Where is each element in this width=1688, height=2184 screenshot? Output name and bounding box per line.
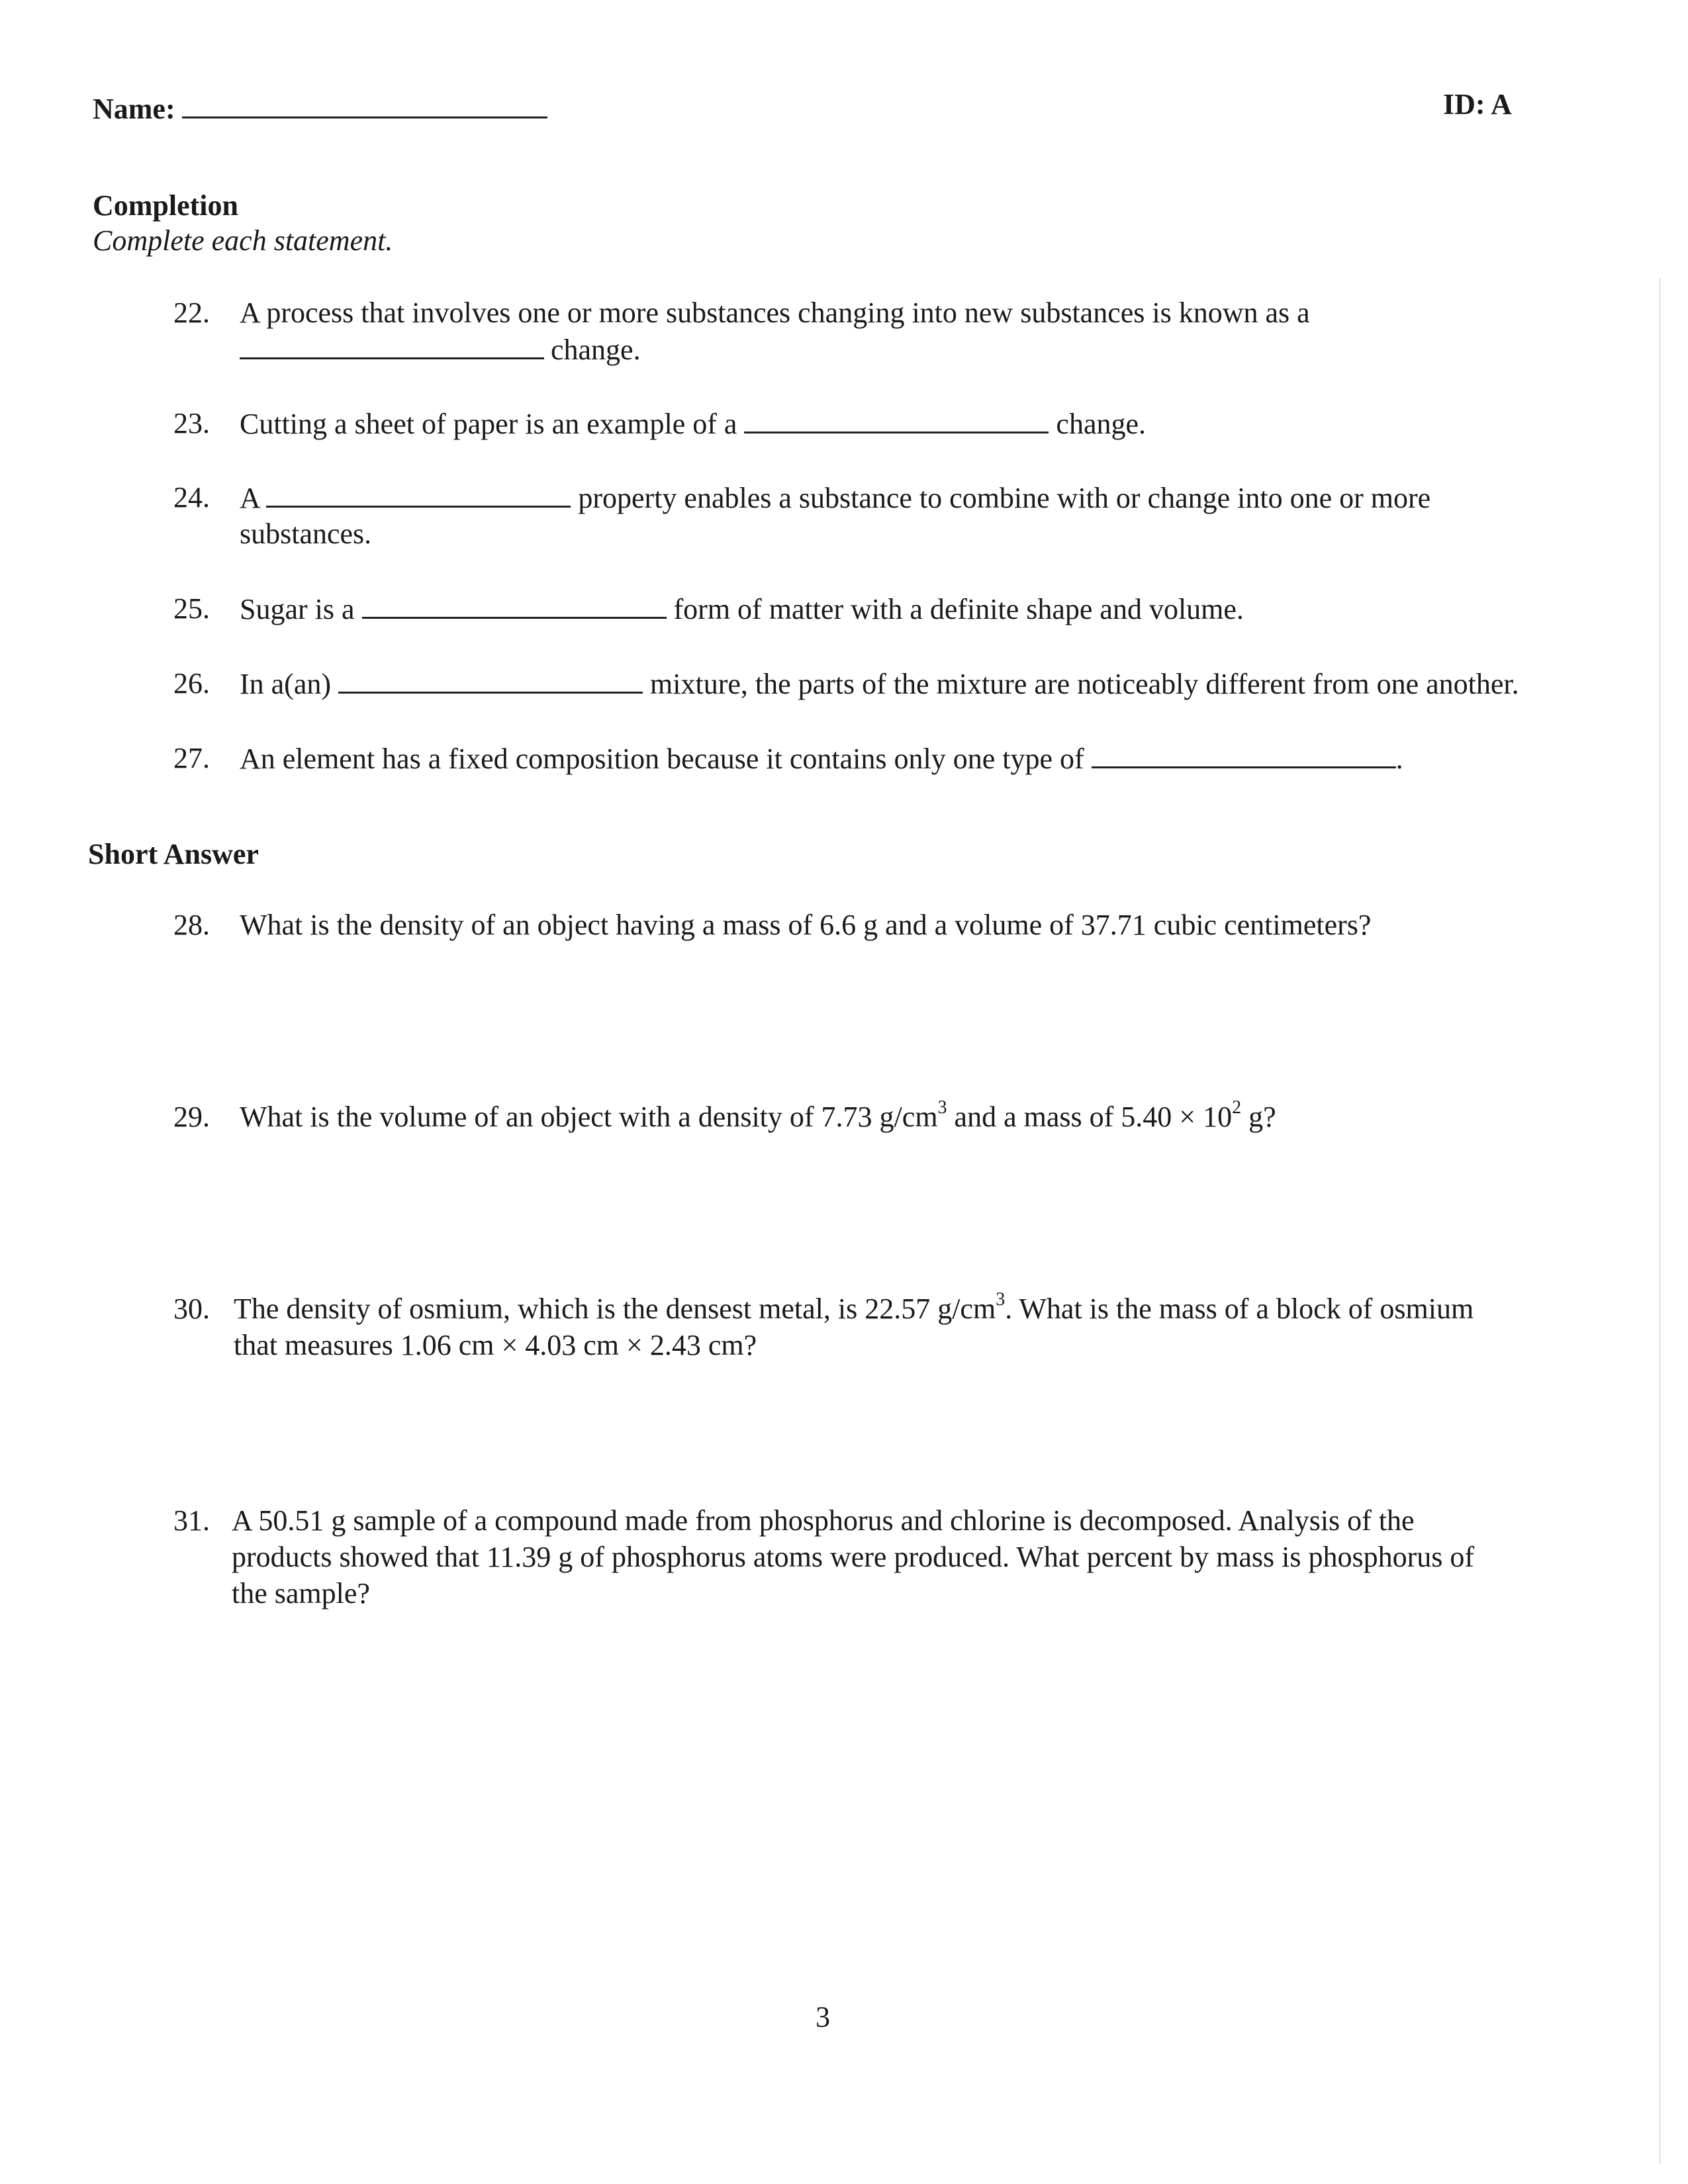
completion-title: Completion — [93, 189, 238, 222]
question-number: 22. — [173, 296, 210, 329]
answer-blank-25[interactable] — [362, 590, 667, 619]
question-text: change. — [551, 334, 641, 366]
question-22-line2 — [240, 331, 641, 368]
question-text: An element has a fixed composition because it contains only one type of — [240, 743, 1084, 775]
question-text: form of matter with a definite shape and volume. — [673, 593, 1244, 625]
question-number: 27. — [173, 742, 210, 774]
answer-blank-22[interactable] — [240, 331, 544, 359]
question-number: 29. — [173, 1101, 210, 1133]
question-24-line2: substances. — [240, 518, 372, 550]
question-31-line2: products showed that 11.39 g of phosphorus atoms were produced. What percent by mass is phosphorus of — [232, 1541, 1475, 1573]
question-text: . What is the mass of a block of osmium — [1005, 1293, 1474, 1325]
question-number: 24. — [173, 481, 210, 514]
name-header — [93, 87, 547, 126]
question-text: What is the density of an object having a mass of 6.6 g and a volume of 37.71 cubic centimeters? — [240, 909, 1372, 941]
question-text: What is the volume of an object with a density of 7.73 g/cm — [240, 1101, 938, 1133]
superscript: 3 — [937, 1097, 947, 1118]
question-30-line2: that measures 1.06 cm × 4.03 cm × 2.43 cm? — [234, 1329, 757, 1361]
question-text: A process that involves one or more substances changing into new substances is known as a — [240, 296, 1310, 329]
question-text: A 50.51 g sample of a compound made from phosphorus and chlorine is decomposed. Analysis of the — [232, 1504, 1415, 1537]
id-label: ID: A — [1443, 88, 1512, 120]
question-text: change. — [1056, 408, 1147, 440]
answer-blank-26[interactable] — [338, 665, 643, 694]
question-text: Cutting a sheet of paper is an example of a — [240, 408, 737, 440]
question-text: property enables a substance to combine with or change into one or more — [578, 482, 1431, 514]
question-number: 25. — [173, 592, 210, 625]
question-number: 26. — [173, 667, 210, 700]
question-text: A — [240, 482, 259, 514]
page-edge — [1659, 278, 1661, 2164]
superscript: 3 — [996, 1289, 1006, 1310]
superscript: 2 — [1232, 1097, 1242, 1118]
question-number: 23. — [173, 407, 210, 439]
answer-blank-27[interactable] — [1092, 740, 1396, 768]
question-number: 28. — [173, 909, 210, 941]
question-text: Sugar is a — [240, 593, 355, 625]
completion-instruction: Complete each statement. — [93, 224, 393, 257]
name-blank[interactable] — [182, 87, 547, 118]
question-text: and a mass of 5.40 × 10 — [947, 1101, 1233, 1133]
page-number: 3 — [816, 2001, 830, 2033]
answer-blank-24[interactable] — [266, 479, 571, 508]
name-label: Name: — [93, 93, 175, 125]
question-text: In a(an) — [240, 668, 332, 700]
short-answer-title: Short Answer — [88, 838, 259, 870]
answer-blank-23[interactable] — [744, 405, 1049, 433]
question-text: The density of osmium, which is the densest metal, is 22.57 g/cm — [234, 1293, 996, 1325]
question-number: 30. — [173, 1293, 210, 1325]
question-number: 31. — [173, 1504, 210, 1537]
question-31-line3: the sample? — [232, 1577, 370, 1610]
question-text: g? — [1241, 1101, 1276, 1133]
question-text: mixture, the parts of the mixture are noticeably different from one another. — [650, 668, 1519, 700]
question-text: . — [1395, 743, 1403, 775]
